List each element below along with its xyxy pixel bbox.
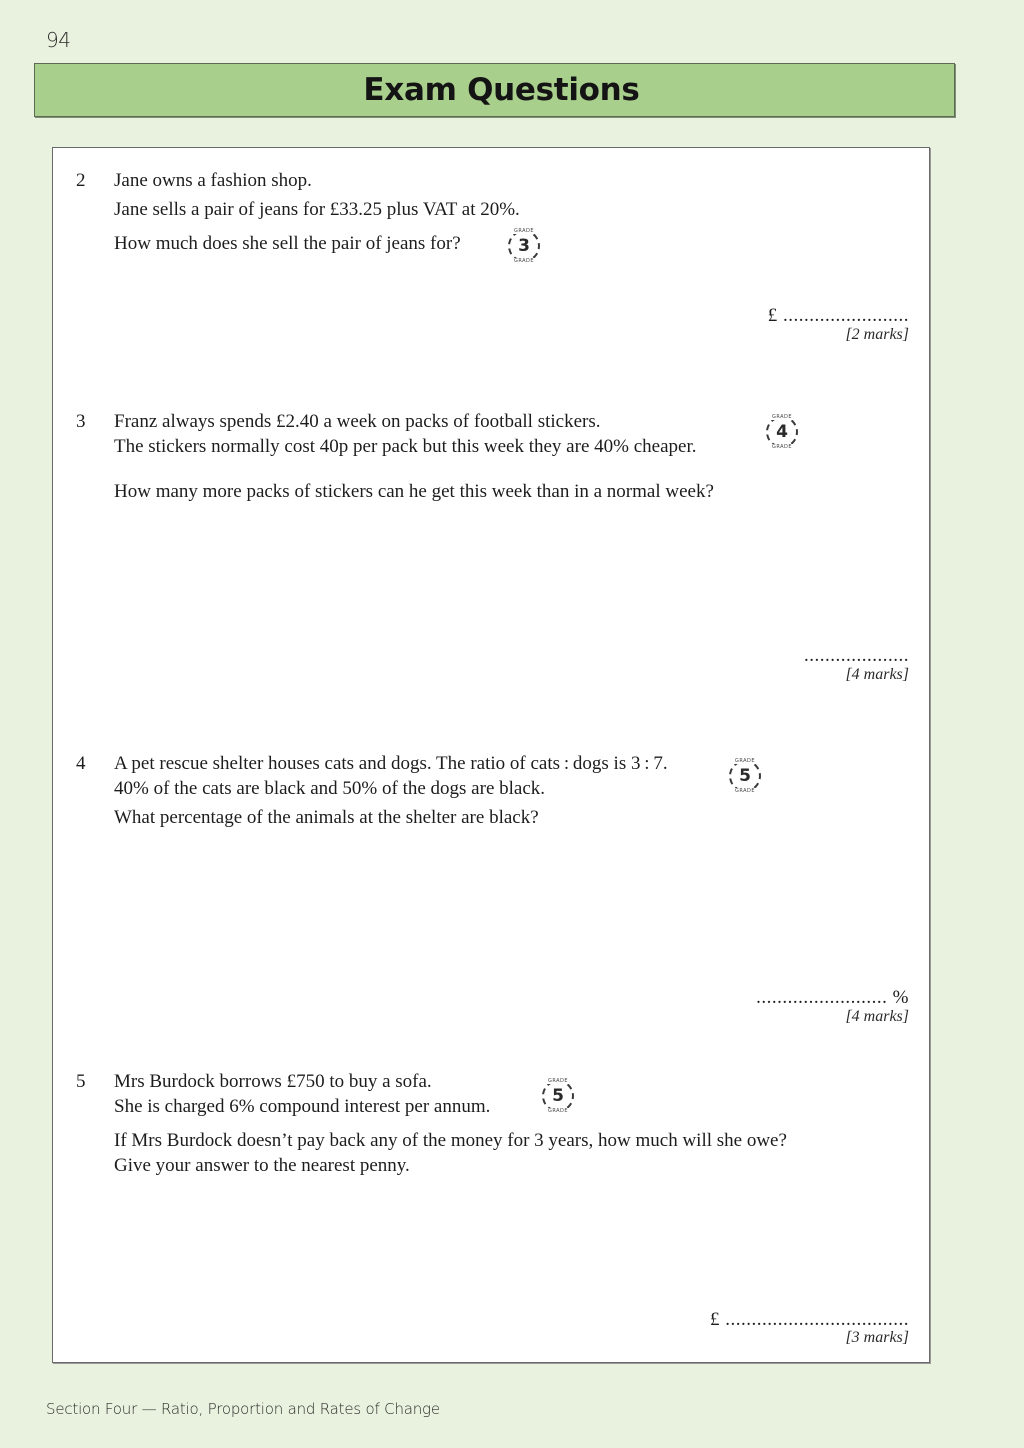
- grade-badge-icon: GRADE 4 GRADE: [766, 416, 798, 448]
- answer-field[interactable]: [756, 987, 909, 1009]
- question-number: 4: [76, 753, 86, 774]
- answer-dots: ...................................: [725, 1309, 909, 1330]
- question-text: If Mrs Burdock doesn’t pay back any of the money for 3 years, how much will she owe?: [114, 1130, 787, 1151]
- question-text: Give your answer to the nearest penny.: [114, 1155, 410, 1176]
- header-bar: [34, 63, 955, 117]
- question-text: A pet rescue shelter houses cats and dogs. The ratio of cats : dogs is 3 : 7.: [114, 753, 668, 774]
- marks-label: [4 marks]: [845, 666, 909, 683]
- grade-badge-icon: GRADE 5 GRADE: [542, 1080, 574, 1112]
- question-number: 2: [76, 170, 86, 191]
- question-text: How much does she sell the pair of jeans for?: [114, 233, 461, 254]
- grade-badge-icon: GRADE 3 GRADE: [508, 230, 540, 262]
- section-footer: Section Four — Ratio, Proportion and Rates of Change: [46, 1400, 440, 1418]
- questions-panel: [52, 147, 930, 1363]
- question-number: 5: [76, 1071, 86, 1092]
- question-number: 3: [76, 411, 86, 432]
- question-text: Jane owns a fashion shop.: [114, 170, 312, 191]
- marks-label: [4 marks]: [845, 1008, 909, 1025]
- percent-symbol: %: [892, 987, 909, 1008]
- grade-value: 5: [552, 1085, 564, 1106]
- question-text: Jane sells a pair of jeans for £33.25 plus VAT at 20%.: [114, 199, 520, 220]
- answer-dots: ........................: [783, 305, 909, 326]
- grade-value: 3: [518, 235, 530, 256]
- grade-value: 4: [776, 421, 788, 442]
- grade-badge-icon: GRADE 5 GRADE: [729, 760, 761, 792]
- question-text: Franz always spends £2.40 a week on packs of football stickers.: [114, 411, 601, 432]
- question-text: 40% of the cats are black and 50% of the dogs are black.: [114, 778, 546, 799]
- marks-label: [2 marks]: [845, 326, 909, 343]
- marks-label: [3 marks]: [845, 1329, 909, 1346]
- answer-field[interactable]: [710, 1309, 909, 1331]
- currency-symbol: £: [767, 305, 778, 326]
- question-text: The stickers normally cost 40p per pack but this week they are 40% cheaper.: [114, 436, 697, 457]
- question-text: How many more packs of stickers can he get this week than in a normal week?: [114, 481, 714, 502]
- question-text: Mrs Burdock borrows £750 to buy a sofa.: [114, 1071, 432, 1092]
- page-title: Exam Questions: [363, 72, 640, 108]
- question-text: What percentage of the animals at the shelter are black?: [114, 807, 539, 828]
- answer-dots: ....................: [804, 645, 909, 666]
- answer-field[interactable]: [804, 645, 909, 667]
- grade-value: 5: [739, 765, 751, 786]
- answer-dots: .........................: [756, 987, 888, 1008]
- currency-symbol: £: [710, 1309, 720, 1330]
- page-number: 94: [46, 28, 71, 52]
- question-text: She is charged 6% compound interest per annum.: [114, 1096, 491, 1117]
- answer-field[interactable]: [768, 305, 909, 327]
